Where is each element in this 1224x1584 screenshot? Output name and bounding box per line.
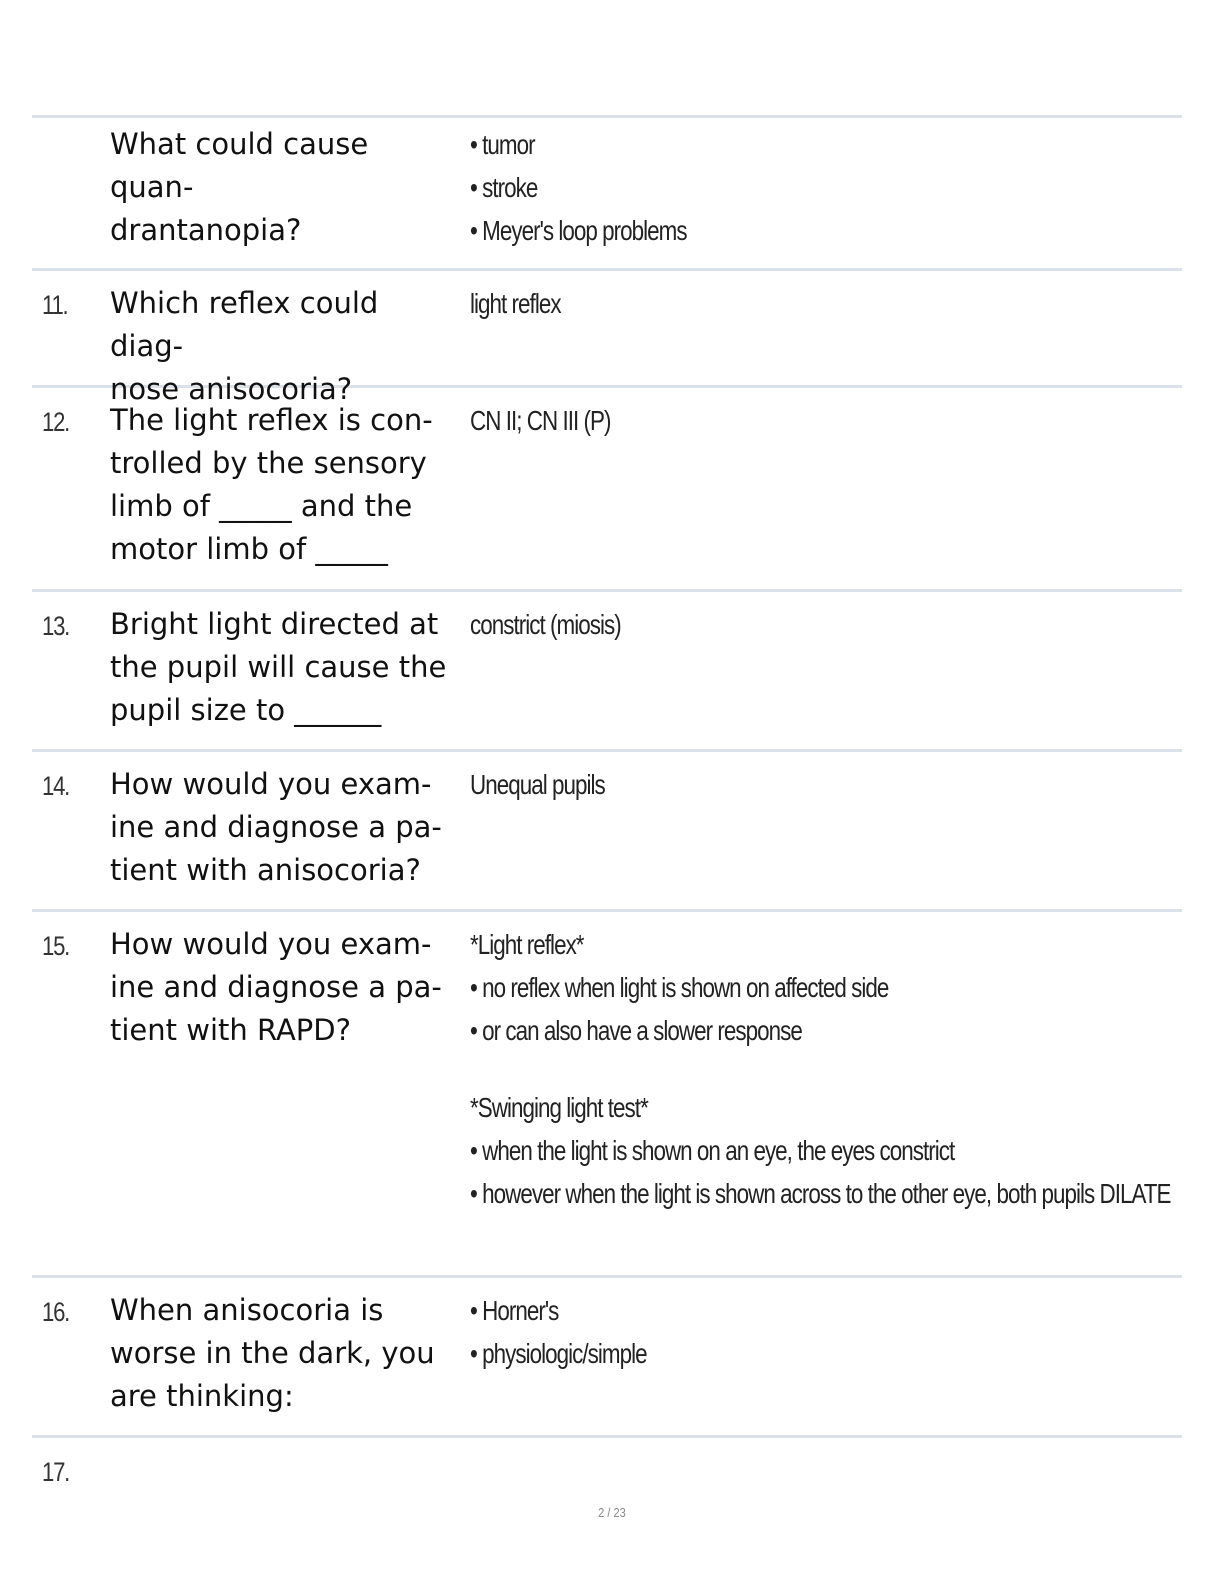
- answer-line: • when the light is shown on an eye, the eyes constrict: [470, 1135, 955, 1166]
- answer-line: *Light reflex*: [470, 929, 584, 960]
- answer-line: • however when the light is shown across to the other eye, both pupils DILATE: [470, 1178, 1171, 1209]
- card-row: [32, 752, 1182, 909]
- card-answer: [470, 763, 1175, 806]
- question-line: Bright light directed at: [110, 607, 439, 641]
- answer-line: CN II; CN III (P): [470, 405, 611, 436]
- card-question: [110, 399, 460, 571]
- answer-line: • physiologic/simple: [470, 1338, 647, 1369]
- answer-line: constrict (miosis): [470, 609, 621, 640]
- answer-line: • no reflex when light is shown on affected side: [470, 972, 889, 1003]
- question-line: trolled by the sensory: [110, 446, 427, 480]
- question-line: What could cause quan-: [110, 127, 369, 204]
- question-line: the pupil will cause the: [110, 650, 447, 684]
- card-question: [110, 1289, 460, 1418]
- question-line: When anisocoria is: [110, 1293, 384, 1327]
- answer-line: • Horner's: [470, 1295, 559, 1326]
- card-answer: [470, 399, 1175, 442]
- card-question: [110, 123, 460, 252]
- page-indicator: 2 / 23: [598, 1505, 626, 1520]
- card-number: 14.: [42, 771, 70, 801]
- question-line: How would you exam-: [110, 767, 432, 801]
- answer-line: light reflex: [470, 288, 561, 319]
- question-line: How would you exam-: [110, 927, 432, 961]
- card-answer: [470, 123, 1175, 252]
- answer-spacer: [470, 1052, 1175, 1086]
- card-row: [32, 1278, 1182, 1435]
- question-line: tient with RAPD?: [110, 1013, 352, 1047]
- card-row: [32, 592, 1182, 749]
- card-number: 13.: [42, 611, 70, 641]
- card-row: [32, 118, 1182, 268]
- card-question: [110, 763, 460, 892]
- card-answer: [470, 923, 1175, 1215]
- question-line: drantanopia?: [110, 213, 302, 247]
- card-number: 16.: [42, 1297, 70, 1327]
- card-row: [32, 388, 1182, 589]
- question-line: pupil size to ______: [110, 693, 382, 727]
- card-number: 15.: [42, 931, 70, 961]
- question-line: are thinking:: [110, 1379, 294, 1413]
- question-line: The light reflex is con-: [110, 403, 433, 437]
- card-number: 17.: [42, 1457, 70, 1487]
- question-line: nose anisocoria?: [110, 372, 353, 406]
- card-question: [110, 603, 460, 732]
- question-line: ine and diagnose a pa-: [110, 810, 442, 844]
- card-answer: [470, 1289, 1175, 1375]
- card-row: [32, 271, 1182, 406]
- answer-line: • tumor: [470, 129, 535, 160]
- question-line: worse in the dark, you: [110, 1336, 435, 1370]
- card-question: [110, 923, 460, 1052]
- question-line: limb of _____ and the: [110, 489, 413, 523]
- question-line: ine and diagnose a pa-: [110, 970, 442, 1004]
- question-line: motor limb of _____: [110, 532, 388, 566]
- answer-line: • Meyer's loop problems: [470, 215, 687, 246]
- question-line: tient with anisocoria?: [110, 853, 421, 887]
- answer-line: • or can also have a slower response: [470, 1015, 802, 1046]
- flashcard-sheet: [32, 115, 1182, 1498]
- card-answer: [470, 282, 1175, 325]
- card-number: 11.: [42, 290, 68, 320]
- card-answer: [470, 603, 1175, 646]
- answer-line: *Swinging light test*: [470, 1092, 648, 1123]
- answer-line: • stroke: [470, 172, 538, 203]
- answer-line: Unequal pupils: [470, 769, 605, 800]
- card-number: 12.: [42, 407, 70, 437]
- card-row: [32, 1438, 1182, 1498]
- card-row: [32, 912, 1182, 1275]
- question-line: Which reflex could diag-: [110, 286, 379, 363]
